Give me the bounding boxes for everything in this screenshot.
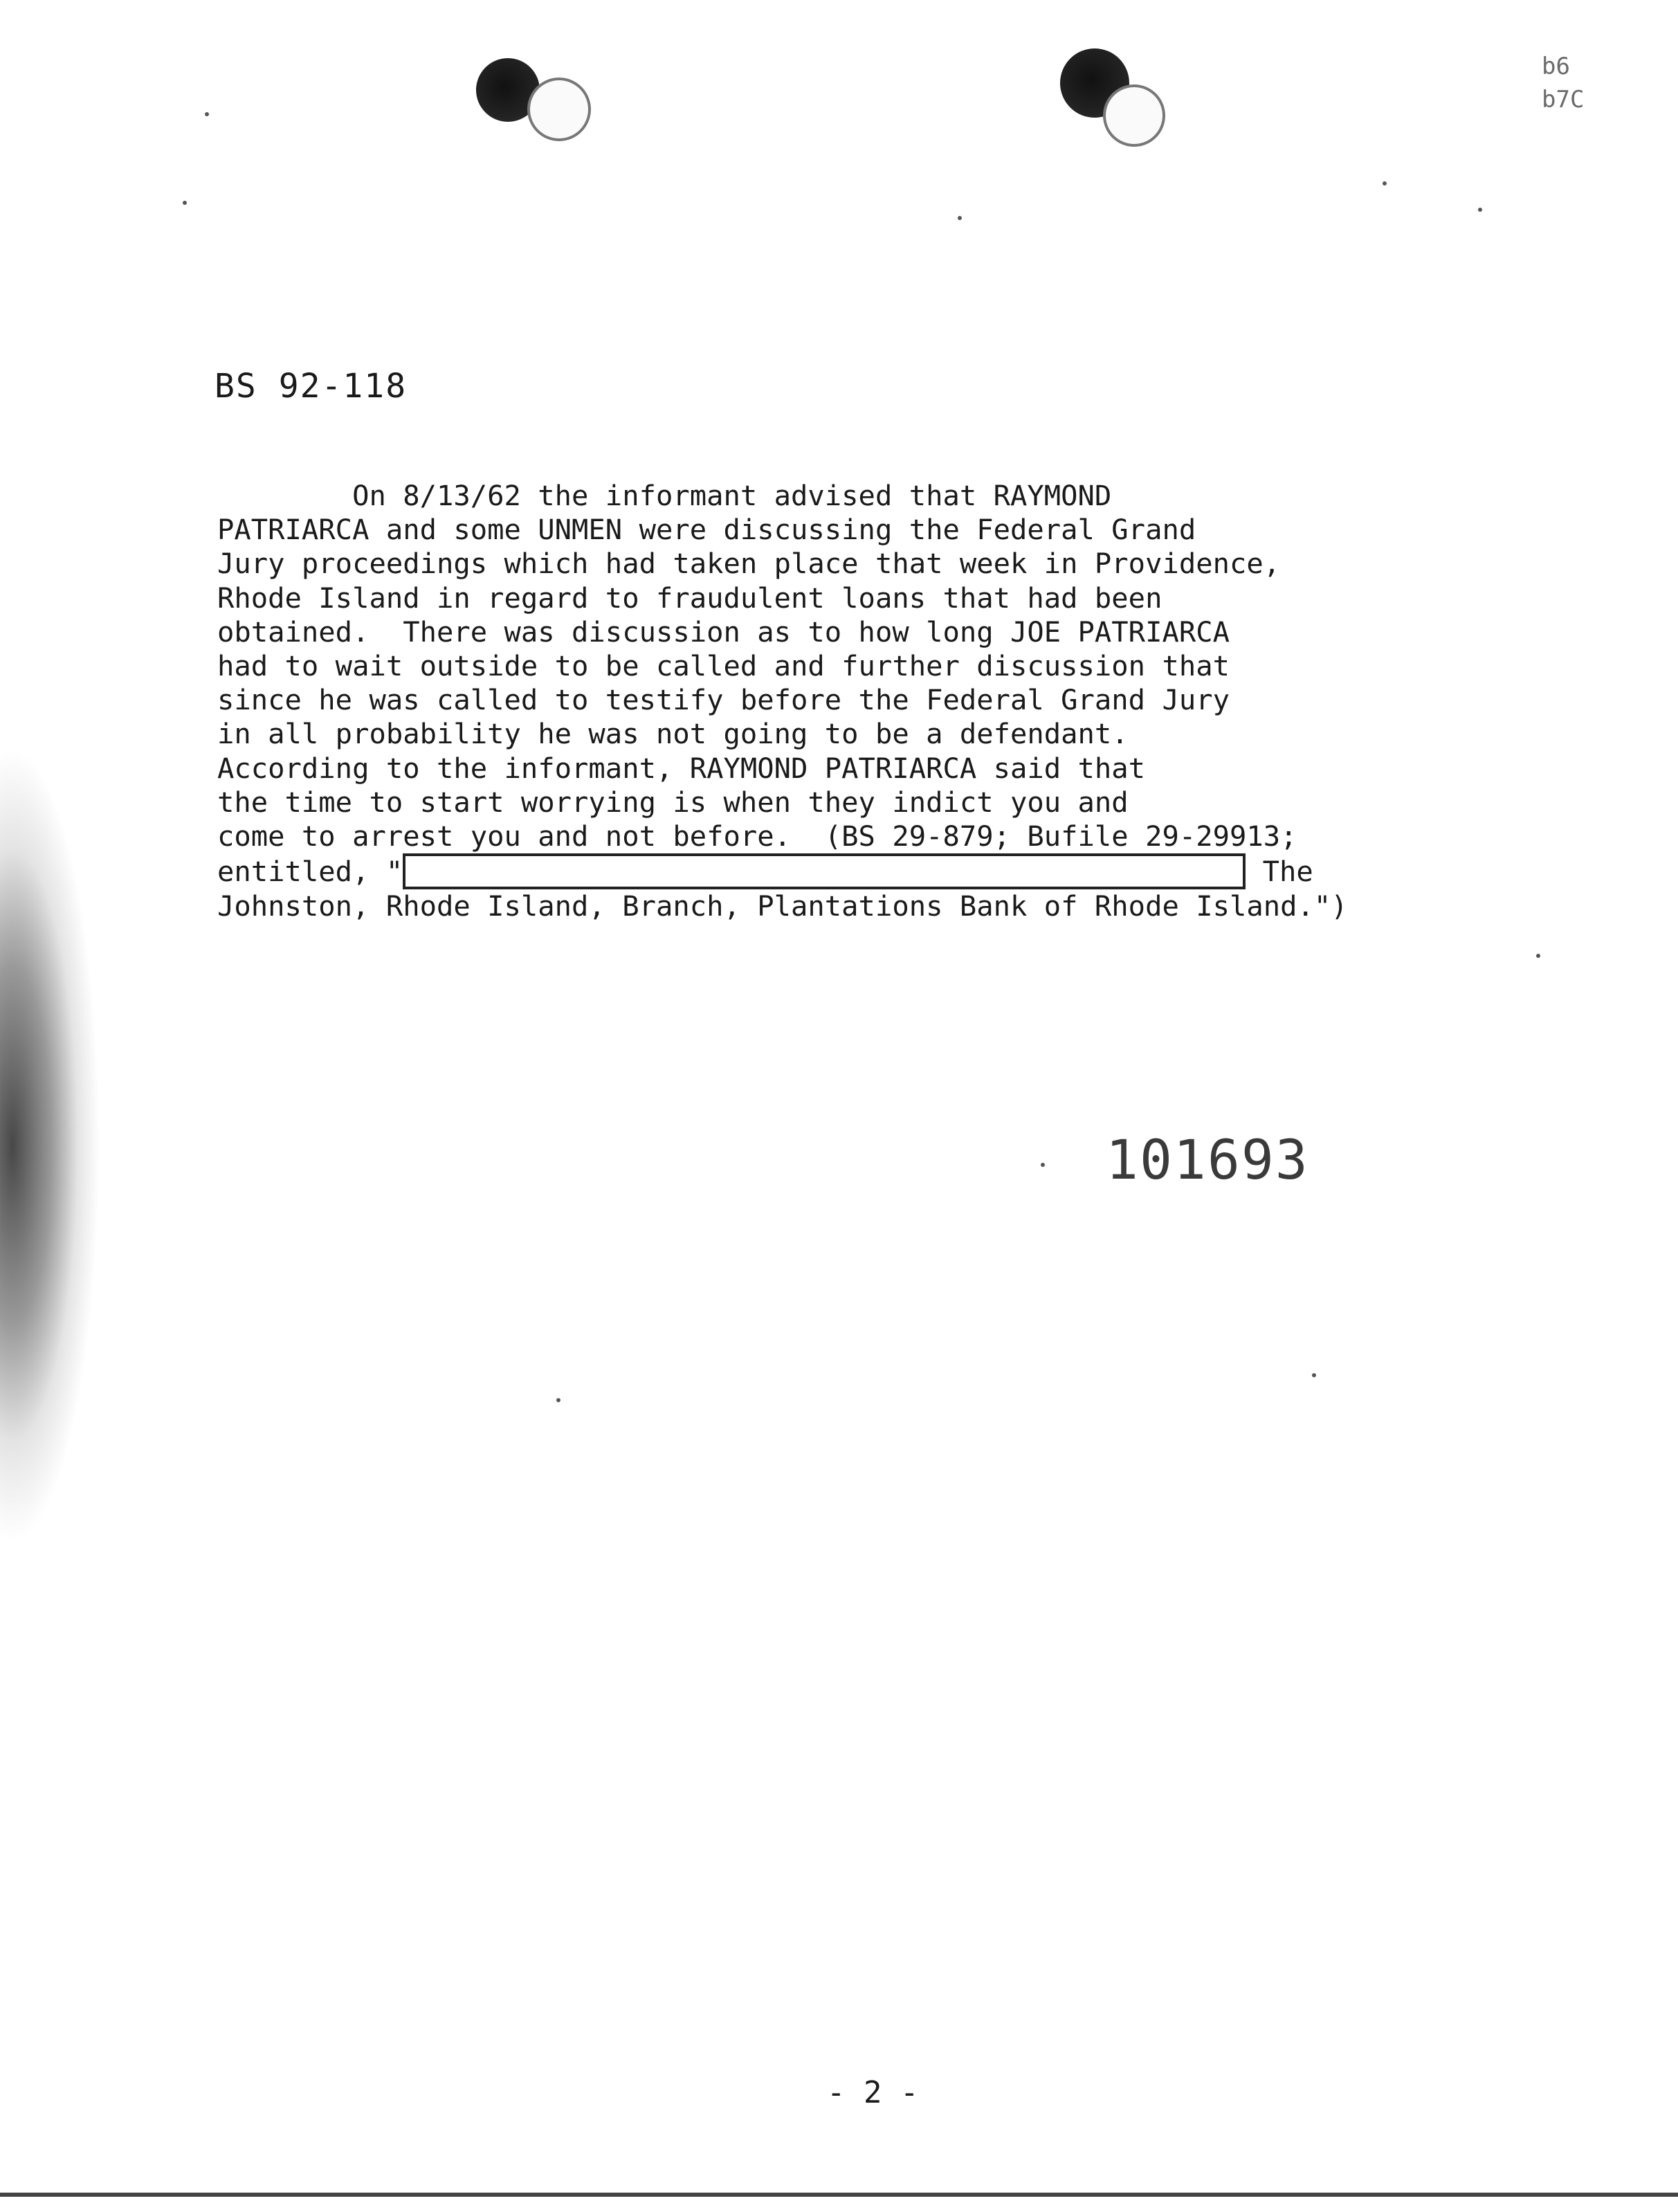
exemption-code: b6 bbox=[1542, 53, 1570, 80]
scan-smudge bbox=[0, 734, 125, 1557]
text-line: the time to start worrying is when they indict you and bbox=[217, 785, 1129, 819]
exemption-code: b7C bbox=[1542, 86, 1585, 114]
entitled-suffix: The bbox=[1246, 855, 1313, 889]
report-paragraph bbox=[217, 479, 1553, 923]
text-line: come to arrest you and not before. (BS 29-879; Bufile 29-29913; bbox=[217, 819, 1297, 853]
text-line: According to the informant, RAYMOND PATRIARCA said that bbox=[217, 751, 1146, 785]
scan-speck bbox=[1312, 1373, 1316, 1377]
exemption-codes bbox=[1542, 50, 1584, 116]
text-line: since he was called to testify before the Federal Grand Jury bbox=[217, 683, 1230, 717]
serial-stamp: 101693 bbox=[1106, 1130, 1309, 1192]
text-line: had to wait outside to be called and further discussion that bbox=[217, 649, 1230, 683]
file-number: BS 92-118 bbox=[215, 367, 408, 406]
punch-hole-right-ring bbox=[1103, 84, 1165, 147]
scan-speck bbox=[183, 201, 187, 205]
text-line: Rhode Island in regard to fraudulent loans that had been bbox=[217, 581, 1162, 615]
scan-speck bbox=[1383, 181, 1387, 185]
scan-speck bbox=[1536, 954, 1540, 958]
scan-speck bbox=[556, 1398, 560, 1402]
entitled-prefix: entitled, " bbox=[217, 855, 403, 889]
scan-edge-line bbox=[0, 2193, 1678, 2197]
page-number: - 2 - bbox=[827, 2075, 919, 2110]
text-line: obtained. There was discussion as to how long JOE PATRIARCA bbox=[217, 615, 1230, 649]
text-line: PATRIARCA and some UNMEN were discussing the Federal Grand bbox=[217, 513, 1196, 547]
text-line: in all probability he was not going to be a defendant. bbox=[217, 717, 1129, 751]
punch-hole-left-ring bbox=[527, 78, 591, 141]
scan-speck bbox=[205, 112, 209, 116]
text-line: On 8/13/62 the informant advised that RAYMOND bbox=[217, 479, 1112, 512]
scan-speck bbox=[1478, 208, 1482, 212]
scan-speck bbox=[958, 216, 962, 220]
entitled-line bbox=[217, 853, 1553, 889]
text-line: Johnston, Rhode Island, Branch, Plantations Bank of Rhode Island.") bbox=[217, 889, 1348, 923]
scan-speck bbox=[1041, 1163, 1045, 1167]
text-line: Jury proceedings which had taken place that week in Providence, bbox=[217, 547, 1281, 581]
redaction-box bbox=[403, 853, 1246, 889]
